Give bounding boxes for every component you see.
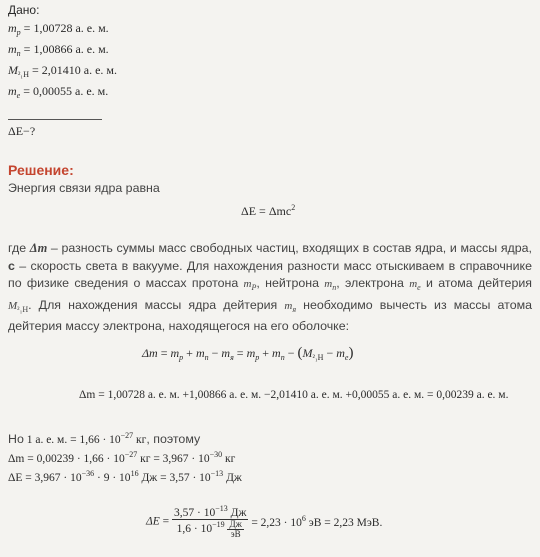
given-neutron-mass: $m_n = 1,00866$ а. е. м. bbox=[8, 42, 109, 58]
given-divider bbox=[8, 119, 102, 120]
binding-energy-joules: $\Delta E = 3,967 \cdot 10^{-36} \cdot 9 \cdot 10^{16}$ Дж = $3,57 \cdot 10^{-13}$ Дж bbox=[8, 469, 242, 484]
final-result-formula: ΔE = $3,57 \cdot 10^{-13}$ Дж $1,6 \cdot 10^{-19}$ Дж эВ = $2,23 \cdot 10^6$ эВ = 2,23 МэВ. bbox=[146, 504, 383, 539]
amu-conversion: Но 1 а. е. м. = $1,66 \cdot 10^{-27}$ кг, поэтому bbox=[8, 431, 201, 446]
given-deuterium-mass: $M_{^2_1H} = 2,01410$ а. е. м. bbox=[8, 63, 117, 79]
given-proton-mass: $m_p = 1,00728$ а. е. м. bbox=[8, 21, 109, 37]
binding-energy-formula: ΔE = Δmc$^2$ bbox=[241, 203, 296, 218]
final-fraction: $3,57 \cdot 10^{-13}$ Дж $1,6 \cdot 10^{-19}$ Дж эВ bbox=[174, 504, 247, 539]
mass-defect-calculation: Δm = 1,00728 а. е. м. +1,00866 а. е. м. −2,01410 а. е. м. +0,00055 а. е. м. = 0,00239 а. е. м. bbox=[79, 389, 509, 401]
mass-defect-kg: $\Delta m = 0,00239 \cdot 1,66 \cdot 10^{-27}$ кг = $3,967 \cdot 10^{-30}$ кг bbox=[8, 450, 236, 465]
explanation-paragraph: где Δm – разность суммы масс свободных частиц, входящих в состав ядра, и массы ядра, c – скорость света в вакууме. Для нахождения разности масс отыскиваем в справочнике по физике сведения о массах протона $m_P$, нейтрона $m_n$, электрона $m_e$ и атома дейтерия $M_{^2_1H}$. Для нахождения массы ядра дейтерия $m_я$ необходимо вычесть из массы атома дейтерия массу электрона, находящегося на его оболочке: bbox=[8, 241, 533, 333]
solution-heading: Решение: bbox=[8, 162, 74, 178]
solution-intro: Энергия связи ядра равна bbox=[8, 181, 160, 195]
mass-defect-formula: $\Delta m = m_p + m_n - m_я = m_p + m_n - (M_{^2_1H} - m_e)$ bbox=[142, 345, 354, 362]
given-electron-mass: $m_e = 0,00055$ а. е. м. bbox=[8, 84, 109, 100]
find-label: ΔE−? bbox=[8, 124, 36, 138]
given-label: Дано: bbox=[8, 3, 40, 17]
